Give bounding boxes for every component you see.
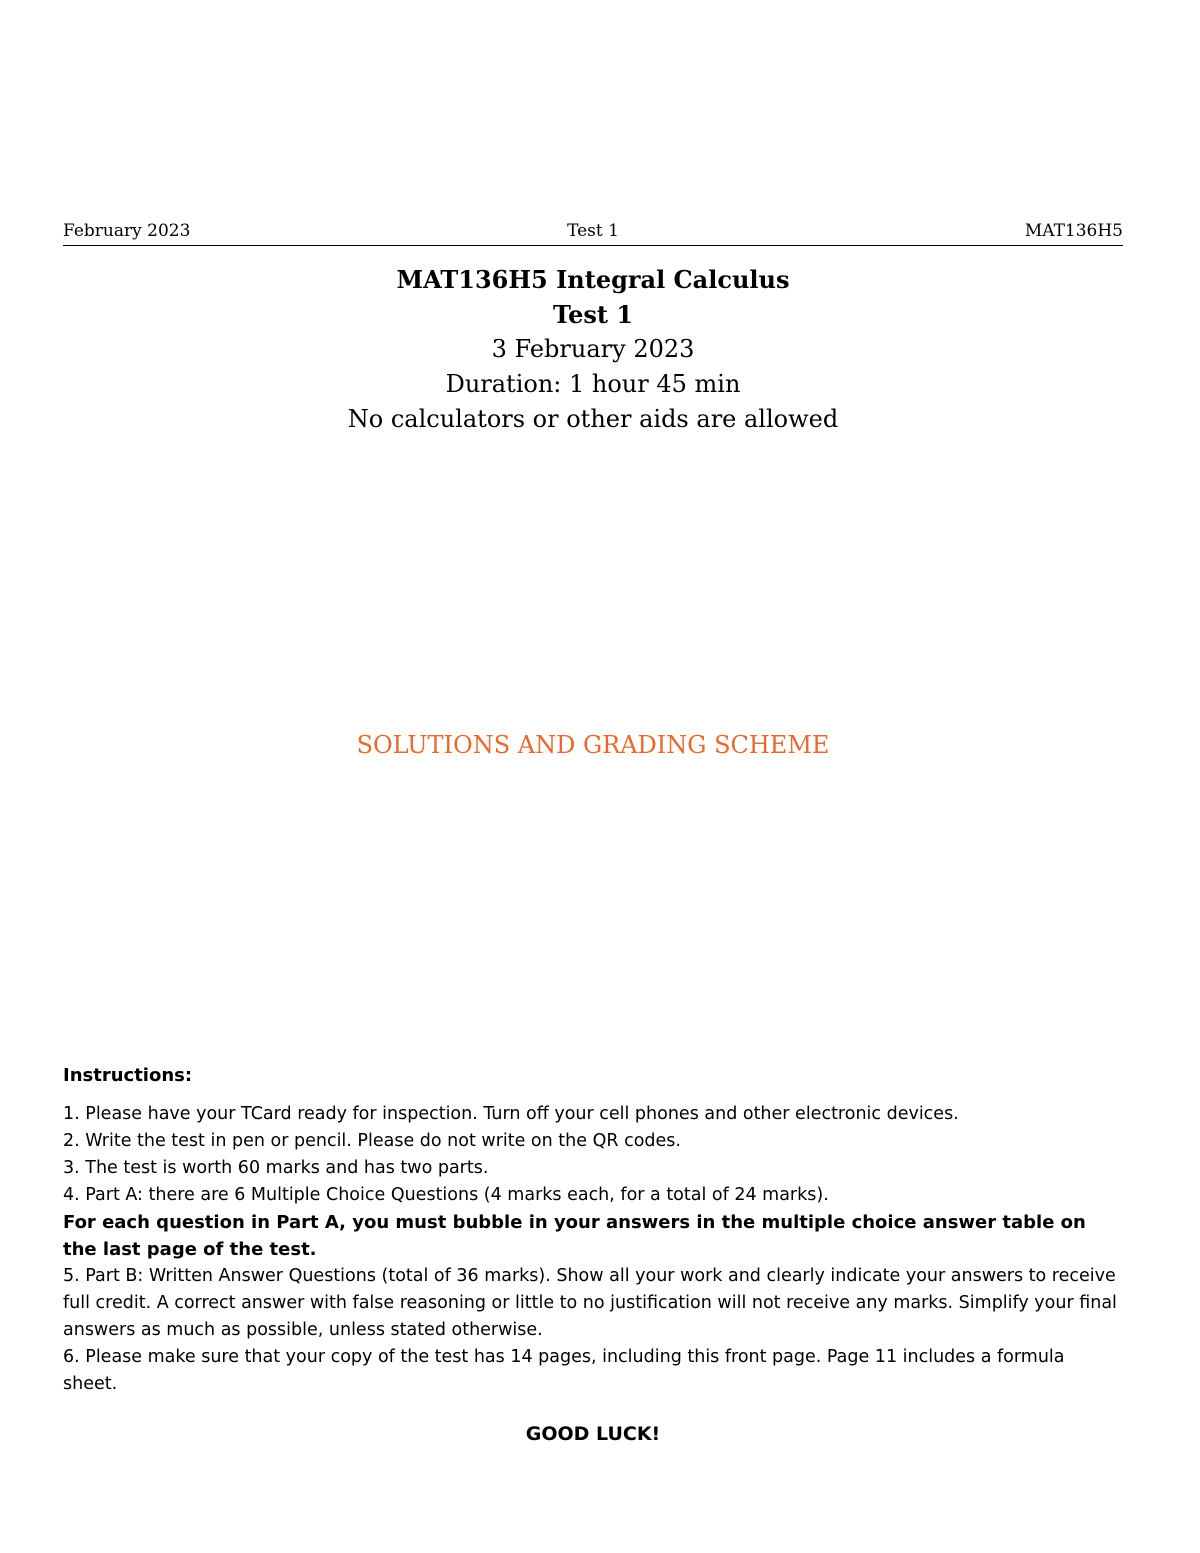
instruction-item-2: 2. Write the test in pen or pencil. Please do not write on the QR codes. [63,1131,681,1151]
header-course-code: MAT136H5 [1024,221,1123,241]
solutions-banner: SOLUTIONS AND GRADING SCHEME [356,731,830,759]
instruction-item-1: 1. Please have your TCard ready for inspection. Turn off your cell phones and other electronic devices. [63,1104,959,1124]
header-test: Test 1 [567,221,619,241]
test-title: Test 1 [552,300,634,329]
aids-notice: No calculators or other aids are allowed [347,405,839,433]
instruction-item-4-note: For each question in Part A, you must bubble in your answers in the multiple choice answer table on the last page of the test. [63,1212,1086,1260]
title-block [63,262,1123,437]
instruction-item-3: 3. The test is worth 60 marks and has two parts. [63,1158,489,1178]
instruction-item-4: 4. Part A: there are 6 Multiple Choice Questions (4 marks each, for a total of 24 marks). [63,1185,829,1205]
instructions-section [63,1062,1123,1398]
running-header [63,221,1123,246]
header-date: February 2023 [63,221,191,241]
test-date: 3 February 2023 [491,335,695,363]
test-duration: Duration: 1 hour 45 min [445,370,741,398]
instruction-item-5: 5. Part B: Written Answer Questions (total of 36 marks). Show all your work and clearly indicate your answers to receive full credit. A correct answer with false reasoning or little to no justification will not receive any marks. Simplify your final answers as much as possible, unless stated otherwise. [63,1266,1117,1340]
course-title: MAT136H5 Integral Calculus [396,265,790,294]
good-luck-message: GOOD LUCK! [525,1423,661,1445]
instructions-heading: Instructions: [63,1065,193,1086]
instruction-item-6: 6. Please make sure that your copy of the test has 14 pages, including this front page. Page 11 includes a formula sheet. [63,1347,1065,1394]
